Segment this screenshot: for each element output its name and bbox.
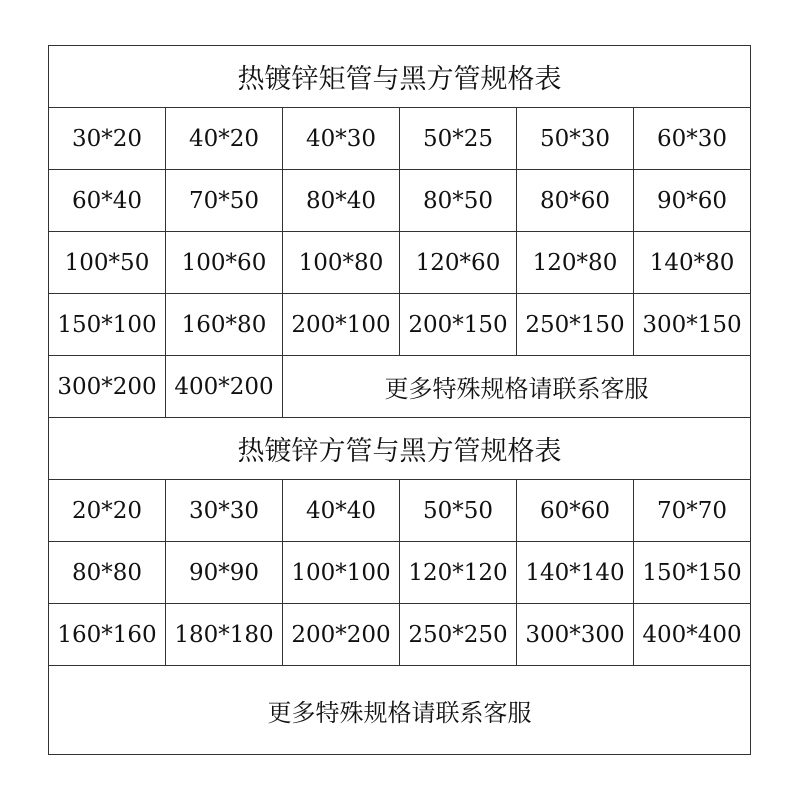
contact-note: 更多特殊规格请联系客服 [283, 356, 751, 418]
size-cell: 20*20 [49, 480, 166, 542]
size-cell: 140*80 [634, 232, 751, 294]
size-cell: 40*20 [166, 108, 283, 170]
size-cell: 90*60 [634, 170, 751, 232]
table-row [49, 604, 751, 666]
size-cell: 400*200 [166, 356, 283, 418]
size-cell: 160*160 [49, 604, 166, 666]
size-cell: 90*90 [166, 542, 283, 604]
size-cell: 120*120 [400, 542, 517, 604]
size-cell: 200*150 [400, 294, 517, 356]
size-cell: 160*80 [166, 294, 283, 356]
title-row [49, 418, 751, 480]
size-cell: 100*50 [49, 232, 166, 294]
size-cell: 40*40 [283, 480, 400, 542]
square-section-title: 热镀锌方管与黑方管规格表 [49, 418, 751, 480]
contact-note: 更多特殊规格请联系客服 [49, 666, 751, 755]
size-cell: 250*250 [400, 604, 517, 666]
size-cell: 60*30 [634, 108, 751, 170]
size-cell: 80*80 [49, 542, 166, 604]
table-row [49, 108, 751, 170]
size-cell: 140*140 [517, 542, 634, 604]
size-cell: 400*400 [634, 604, 751, 666]
size-cell: 50*50 [400, 480, 517, 542]
table-row [49, 356, 751, 418]
size-cell: 100*100 [283, 542, 400, 604]
size-cell: 40*30 [283, 108, 400, 170]
size-cell: 100*60 [166, 232, 283, 294]
rect-section-title: 热镀锌矩管与黑方管规格表 [49, 46, 751, 108]
size-cell: 300*300 [517, 604, 634, 666]
table-row [49, 170, 751, 232]
size-cell: 200*100 [283, 294, 400, 356]
size-cell: 70*70 [634, 480, 751, 542]
size-cell: 300*150 [634, 294, 751, 356]
size-cell: 120*80 [517, 232, 634, 294]
size-cell: 70*50 [166, 170, 283, 232]
size-cell: 80*40 [283, 170, 400, 232]
size-cell: 30*30 [166, 480, 283, 542]
title-row [49, 46, 751, 108]
size-cell: 150*100 [49, 294, 166, 356]
size-cell: 60*40 [49, 170, 166, 232]
size-cell: 50*30 [517, 108, 634, 170]
size-cell: 30*20 [49, 108, 166, 170]
table-row [49, 666, 751, 755]
size-cell: 250*150 [517, 294, 634, 356]
size-cell: 180*180 [166, 604, 283, 666]
size-cell: 150*150 [634, 542, 751, 604]
table-row [49, 480, 751, 542]
size-cell: 300*200 [49, 356, 166, 418]
size-cell: 80*60 [517, 170, 634, 232]
table-row [49, 294, 751, 356]
size-cell: 100*80 [283, 232, 400, 294]
table-row [49, 232, 751, 294]
size-cell: 120*60 [400, 232, 517, 294]
table-row [49, 542, 751, 604]
size-cell: 60*60 [517, 480, 634, 542]
size-cell: 200*200 [283, 604, 400, 666]
size-cell: 50*25 [400, 108, 517, 170]
size-cell: 80*50 [400, 170, 517, 232]
spec-table [48, 45, 751, 755]
